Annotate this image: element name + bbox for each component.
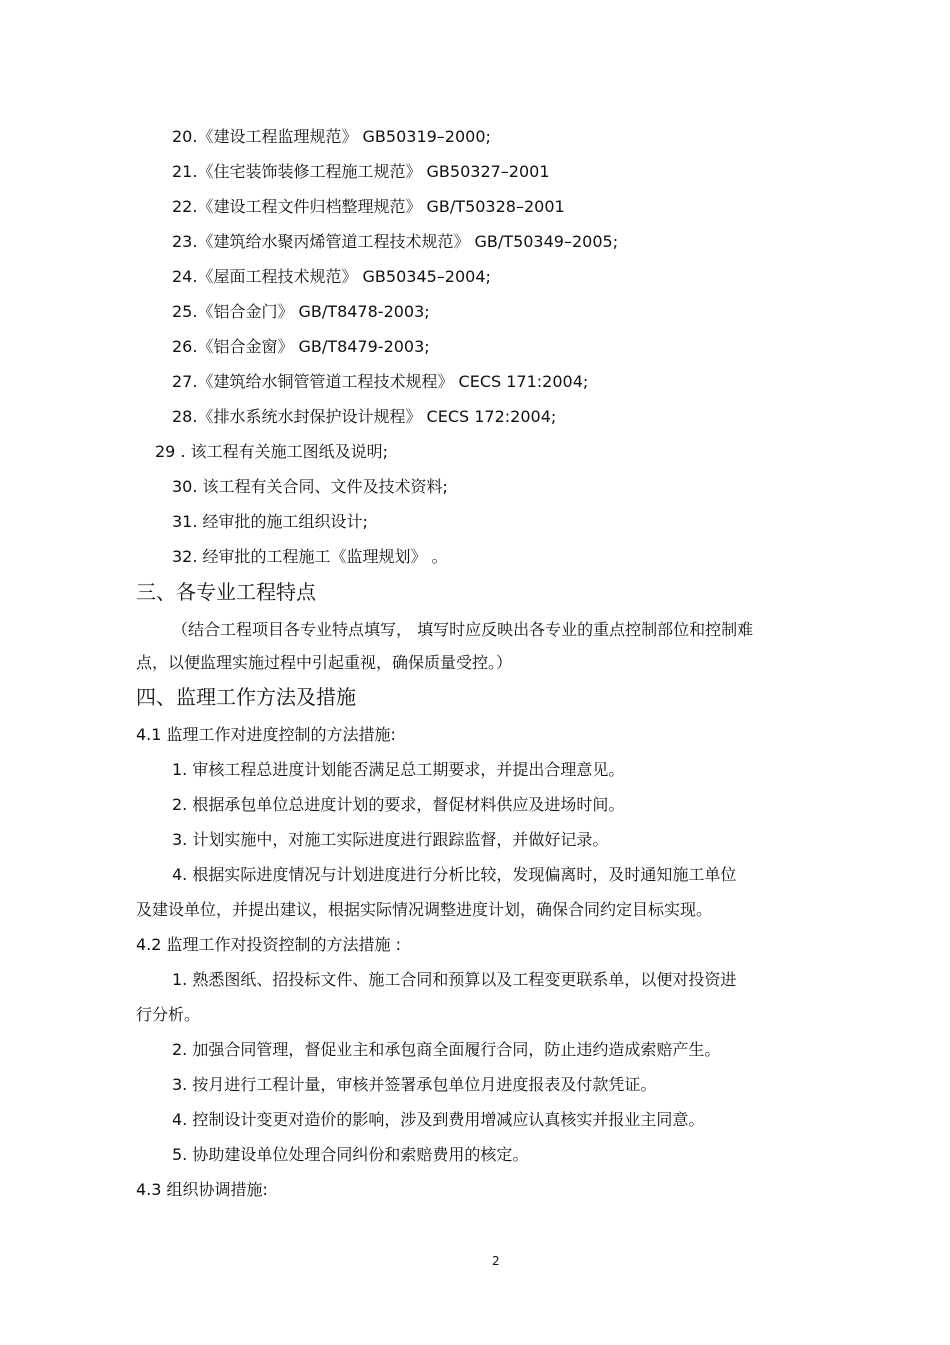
reference-item-25: 25.《铝合金门》 GB/T8478-2003; bbox=[172, 302, 430, 321]
reference-item-28: 28.《排水系统水封保护设计规程》 CECS 172:2004; bbox=[172, 407, 557, 426]
section-3-note-line-2: 点，以便监理实施过程中引起重视，确保质量受控。） bbox=[136, 653, 513, 672]
reference-item-31: 31. 经审批的施工组织设计; bbox=[172, 512, 368, 531]
page-number: 2 bbox=[492, 1254, 500, 1268]
reference-item-30: 30. 该工程有关合同、文件及技术资料; bbox=[172, 477, 448, 496]
reference-item-23: 23.《建筑给水聚丙烯管道工程技术规范》 GB/T50349–2005; bbox=[172, 232, 619, 251]
reference-item-21: 21.《住宅装饰装修工程施工规范》 GB50327–2001 bbox=[172, 162, 550, 181]
reference-item-24: 24.《屋面工程技术规范》 GB50345–2004; bbox=[172, 267, 491, 286]
section-4-2-item-5: 5. 协助建设单位处理合同纠份和索赔费用的核定。 bbox=[172, 1145, 529, 1164]
reference-item-27: 27.《建筑给水铜管管道工程技术规程》 CECS 171:2004; bbox=[172, 372, 589, 391]
section-4-2-item-1-continued: 行分析。 bbox=[136, 1005, 201, 1024]
section-4-1-item-2: 2. 根据承包单位总进度计划的要求，督促材料供应及进场时间。 bbox=[172, 795, 625, 814]
reference-item-26: 26.《铝合金窗》 GB/T8479-2003; bbox=[172, 337, 430, 356]
section-4-2-item-1: 1. 熟悉图纸、招投标文件、施工合同和预算以及工程变更联系单，以便对投资进 bbox=[172, 970, 737, 989]
section-4-1-item-4: 4. 根据实际进度情况与计划进度进行分析比较，发现偏离时，及时通知施工单位 bbox=[172, 865, 737, 884]
section-4-1-title: 4.1 监理工作对进度控制的方法措施: bbox=[136, 725, 396, 744]
section-4-2-item-2: 2. 加强合同管理，督促业主和承包商全面履行合同，防止违约造成索赔产生。 bbox=[172, 1040, 721, 1059]
section-3-note-line-1: （结合工程项目各专业特点填写， 填写时应反映出各专业的重点控制部位和控制难 bbox=[172, 620, 754, 639]
section-4-1-item-3: 3. 计划实施中，对施工实际进度进行跟踪监督，并做好记录。 bbox=[172, 830, 609, 849]
section-4-heading: 四、监理工作方法及措施 bbox=[136, 685, 356, 709]
reference-item-32: 32. 经审批的工程施工《监理规划》 。 bbox=[172, 547, 448, 566]
reference-item-22: 22.《建设工程文件归档整理规范》 GB/T50328–2001 bbox=[172, 197, 565, 216]
section-4-2-title: 4.2 监理工作对投资控制的方法措施 : bbox=[136, 935, 402, 954]
section-3-heading: 三、各专业工程特点 bbox=[136, 580, 316, 604]
section-4-2-item-4: 4. 控制设计变更对造价的影响，涉及到费用增减应认真核实并报业主同意。 bbox=[172, 1110, 705, 1129]
section-4-3-title: 4.3 组织协调措施: bbox=[136, 1180, 268, 1199]
section-4-1-item-1: 1. 审核工程总进度计划能否满足总工期要求，并提出合理意见。 bbox=[172, 760, 625, 779]
reference-item-29: 29 . 该工程有关施工图纸及说明; bbox=[155, 442, 389, 461]
section-4-1-item-4-continued: 及建设单位，并提出建议，根据实际情况调整进度计划，确保合同约定目标实现。 bbox=[136, 900, 713, 919]
reference-item-20: 20.《建设工程监理规范》 GB50319–2000; bbox=[172, 127, 491, 146]
section-4-2-item-3: 3. 按月进行工程计量，审核并签署承包单位月进度报表及付款凭证。 bbox=[172, 1075, 657, 1094]
